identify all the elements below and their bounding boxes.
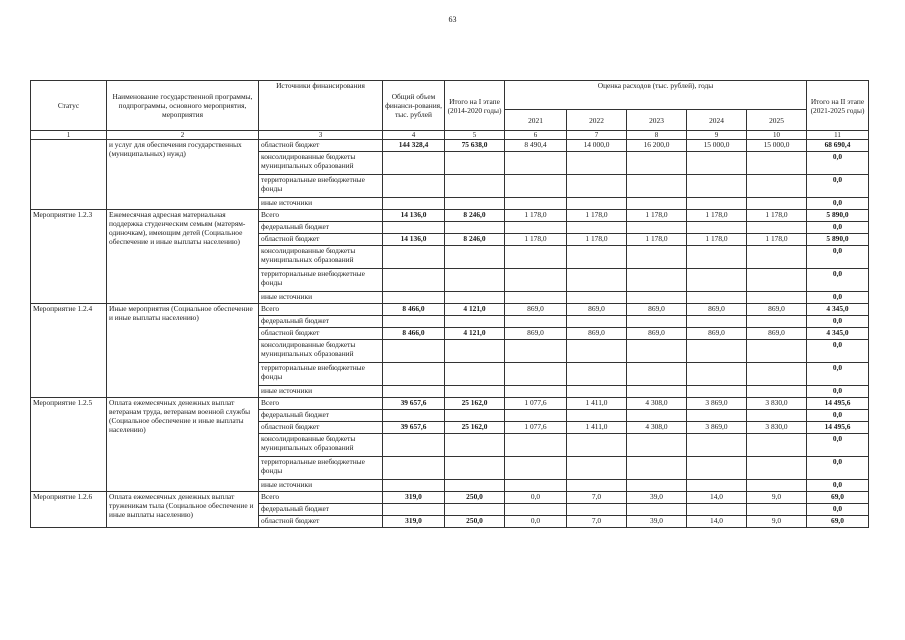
cell-y2023 [627, 363, 687, 386]
cell-stage2: 0,0 [807, 410, 869, 422]
cell-y2021: 1 178,0 [505, 234, 567, 246]
header-year: 2024 [687, 110, 747, 131]
cell-total: 39 657,6 [383, 422, 445, 434]
cell-stage1 [445, 457, 505, 480]
column-number: 9 [687, 131, 747, 140]
cell-stage1 [445, 363, 505, 386]
cell-y2021: 1 178,0 [505, 210, 567, 222]
cell-y2023: 869,0 [627, 328, 687, 340]
row-source: областной бюджет [259, 140, 383, 152]
cell-y2021 [505, 198, 567, 210]
cell-y2022: 1 178,0 [567, 210, 627, 222]
cell-y2022 [567, 363, 627, 386]
cell-y2023 [627, 198, 687, 210]
cell-stage2: 4 345,0 [807, 304, 869, 316]
column-number: 3 [259, 131, 383, 140]
cell-stage1 [445, 152, 505, 175]
cell-y2021 [505, 504, 567, 516]
header-year: 2021 [505, 110, 567, 131]
cell-y2022 [567, 457, 627, 480]
cell-stage1 [445, 480, 505, 492]
cell-y2021: 0,0 [505, 516, 567, 528]
table-row [31, 398, 869, 410]
cell-y2025 [747, 316, 807, 328]
cell-y2024: 3 869,0 [687, 398, 747, 410]
cell-stage2: 68 690,4 [807, 140, 869, 152]
cell-y2022 [567, 198, 627, 210]
row-source: федеральный бюджет [259, 222, 383, 234]
cell-y2021 [505, 410, 567, 422]
table-row [31, 140, 869, 152]
cell-stage1 [445, 316, 505, 328]
row-source: консолидированные бюджеты муниципальных образований [259, 340, 383, 363]
header-year: 2023 [627, 110, 687, 131]
cell-y2022 [567, 316, 627, 328]
cell-y2024: 14,0 [687, 516, 747, 528]
cell-total: 8 466,0 [383, 304, 445, 316]
cell-y2025: 3 830,0 [747, 422, 807, 434]
header-sources: Источники финансирования [259, 81, 383, 131]
cell-stage1 [445, 198, 505, 210]
cell-y2022: 1 411,0 [567, 398, 627, 410]
cell-y2024 [687, 246, 747, 269]
cell-y2021 [505, 434, 567, 457]
header-name: Наименование государственной программы, подпрограммы, основного мероприятия, мероприятия [107, 81, 259, 131]
cell-y2024 [687, 340, 747, 363]
row-source: Всего [259, 210, 383, 222]
column-number: 6 [505, 131, 567, 140]
cell-y2023: 4 308,0 [627, 398, 687, 410]
cell-y2022: 1 178,0 [567, 234, 627, 246]
cell-y2021 [505, 363, 567, 386]
cell-stage1 [445, 340, 505, 363]
row-source: иные источники [259, 198, 383, 210]
cell-total [383, 504, 445, 516]
cell-stage2: 0,0 [807, 198, 869, 210]
cell-y2025 [747, 457, 807, 480]
cell-y2022 [567, 504, 627, 516]
cell-y2023 [627, 222, 687, 234]
cell-y2023 [627, 410, 687, 422]
row-source: областной бюджет [259, 328, 383, 340]
column-number: 8 [627, 131, 687, 140]
cell-y2023 [627, 457, 687, 480]
cell-y2023: 1 178,0 [627, 234, 687, 246]
cell-stage2: 0,0 [807, 363, 869, 386]
budget-table [30, 80, 869, 528]
cell-total [383, 222, 445, 234]
cell-stage2: 0,0 [807, 269, 869, 292]
cell-stage1 [445, 386, 505, 398]
cell-y2023 [627, 152, 687, 175]
cell-y2024 [687, 292, 747, 304]
row-measure-name: Оплата ежемесячных денежных выплат труженикам тыла (Социальное обеспечение и иные выплаты населению) [107, 492, 259, 528]
cell-y2022 [567, 222, 627, 234]
cell-y2021 [505, 152, 567, 175]
cell-y2022: 7,0 [567, 492, 627, 504]
row-source: консолидированные бюджеты муниципальных образований [259, 434, 383, 457]
cell-y2022 [567, 410, 627, 422]
cell-y2021 [505, 246, 567, 269]
row-source: федеральный бюджет [259, 504, 383, 516]
row-source: федеральный бюджет [259, 316, 383, 328]
row-source: иные источники [259, 480, 383, 492]
cell-y2022 [567, 269, 627, 292]
cell-stage2: 69,0 [807, 516, 869, 528]
cell-y2025 [747, 175, 807, 198]
cell-y2023: 39,0 [627, 492, 687, 504]
cell-y2024: 3 869,0 [687, 422, 747, 434]
column-number: 7 [567, 131, 627, 140]
row-status [31, 140, 107, 210]
cell-y2023: 16 200,0 [627, 140, 687, 152]
cell-y2022: 869,0 [567, 328, 627, 340]
cell-y2023 [627, 316, 687, 328]
cell-stage2: 5 890,0 [807, 210, 869, 222]
cell-y2023 [627, 340, 687, 363]
cell-y2022 [567, 340, 627, 363]
cell-y2024: 869,0 [687, 328, 747, 340]
cell-stage2: 0,0 [807, 504, 869, 516]
cell-y2024 [687, 152, 747, 175]
cell-y2022 [567, 175, 627, 198]
cell-y2025 [747, 410, 807, 422]
cell-y2023: 1 178,0 [627, 210, 687, 222]
row-status: Мероприятие 1.2.6 [31, 492, 107, 528]
row-source: Всего [259, 398, 383, 410]
cell-stage1: 75 638,0 [445, 140, 505, 152]
cell-y2025 [747, 386, 807, 398]
cell-stage1 [445, 292, 505, 304]
row-source: Всего [259, 304, 383, 316]
cell-y2022: 869,0 [567, 304, 627, 316]
cell-y2024: 15 000,0 [687, 140, 747, 152]
cell-y2024: 869,0 [687, 304, 747, 316]
cell-total: 39 657,6 [383, 398, 445, 410]
header-status: Статус [31, 81, 107, 131]
cell-stage1 [445, 504, 505, 516]
row-status: Мероприятие 1.2.3 [31, 210, 107, 304]
cell-y2025 [747, 246, 807, 269]
row-source: иные источники [259, 386, 383, 398]
cell-total [383, 434, 445, 457]
cell-stage1 [445, 269, 505, 292]
table-row [31, 304, 869, 316]
cell-total: 319,0 [383, 516, 445, 528]
cell-y2022: 14 000,0 [567, 140, 627, 152]
cell-y2025: 15 000,0 [747, 140, 807, 152]
cell-y2021: 869,0 [505, 304, 567, 316]
cell-y2022 [567, 480, 627, 492]
cell-y2021 [505, 386, 567, 398]
cell-y2024 [687, 316, 747, 328]
cell-stage1 [445, 222, 505, 234]
row-measure-name: и услуг для обеспечения государственных (муниципальных) нужд) [107, 140, 259, 210]
cell-y2024 [687, 386, 747, 398]
cell-total [383, 292, 445, 304]
cell-total [383, 410, 445, 422]
cell-stage2: 0,0 [807, 386, 869, 398]
row-source: территориальные внебюджетные фонды [259, 269, 383, 292]
cell-total [383, 198, 445, 210]
cell-y2023: 39,0 [627, 516, 687, 528]
cell-stage1: 4 121,0 [445, 328, 505, 340]
cell-y2022: 7,0 [567, 516, 627, 528]
column-number: 4 [383, 131, 445, 140]
cell-y2024 [687, 222, 747, 234]
cell-y2022 [567, 292, 627, 304]
cell-stage1: 250,0 [445, 492, 505, 504]
cell-total: 14 136,0 [383, 234, 445, 246]
cell-y2023 [627, 386, 687, 398]
cell-total [383, 386, 445, 398]
page-number: 63 [448, 15, 457, 24]
cell-y2025 [747, 292, 807, 304]
cell-y2024 [687, 198, 747, 210]
row-source: иные источники [259, 292, 383, 304]
cell-y2021: 869,0 [505, 328, 567, 340]
cell-y2025 [747, 152, 807, 175]
cell-y2021 [505, 222, 567, 234]
cell-y2025 [747, 363, 807, 386]
cell-y2021: 8 490,4 [505, 140, 567, 152]
cell-total: 14 136,0 [383, 210, 445, 222]
row-source: территориальные внебюджетные фонды [259, 363, 383, 386]
cell-y2024 [687, 457, 747, 480]
cell-stage2: 5 890,0 [807, 234, 869, 246]
row-measure-name: Оплата ежемесячных денежных выплат ветеранам труда, ветеранам военной службы (Социальное обеспечение и иные выплаты населению) [107, 398, 259, 492]
row-measure-name: Иные мероприятия (Социальное обеспечение и иные выплаты населению) [107, 304, 259, 398]
cell-total: 8 466,0 [383, 328, 445, 340]
cell-stage1 [445, 175, 505, 198]
cell-stage2: 0,0 [807, 316, 869, 328]
cell-y2021: 1 077,6 [505, 398, 567, 410]
cell-y2021 [505, 175, 567, 198]
cell-y2022 [567, 152, 627, 175]
cell-stage2: 4 345,0 [807, 328, 869, 340]
cell-total [383, 246, 445, 269]
cell-total: 319,0 [383, 492, 445, 504]
cell-total [383, 175, 445, 198]
cell-y2023 [627, 504, 687, 516]
cell-stage2: 0,0 [807, 480, 869, 492]
cell-y2024: 1 178,0 [687, 234, 747, 246]
cell-stage1: 8 246,0 [445, 234, 505, 246]
cell-y2022 [567, 434, 627, 457]
cell-y2024 [687, 504, 747, 516]
cell-y2021 [505, 480, 567, 492]
cell-y2025 [747, 222, 807, 234]
cell-y2025 [747, 480, 807, 492]
cell-y2025 [747, 198, 807, 210]
cell-total [383, 152, 445, 175]
cell-stage1 [445, 410, 505, 422]
cell-y2023 [627, 480, 687, 492]
cell-y2023: 869,0 [627, 304, 687, 316]
cell-y2023: 4 308,0 [627, 422, 687, 434]
cell-y2024 [687, 175, 747, 198]
cell-y2025: 3 830,0 [747, 398, 807, 410]
cell-y2021 [505, 316, 567, 328]
table-row [31, 492, 869, 504]
row-source: областной бюджет [259, 422, 383, 434]
cell-y2021: 0,0 [505, 492, 567, 504]
cell-y2024 [687, 410, 747, 422]
row-source: консолидированные бюджеты муниципальных образований [259, 246, 383, 269]
cell-stage2: 0,0 [807, 457, 869, 480]
cell-y2025 [747, 269, 807, 292]
header-estimate: Оценка расходов (тыс. рублей), годы [505, 81, 807, 110]
cell-total [383, 340, 445, 363]
cell-stage1: 4 121,0 [445, 304, 505, 316]
cell-y2023 [627, 434, 687, 457]
cell-stage1 [445, 434, 505, 457]
cell-y2025: 869,0 [747, 304, 807, 316]
cell-stage1: 8 246,0 [445, 210, 505, 222]
cell-y2022 [567, 246, 627, 269]
cell-y2025 [747, 504, 807, 516]
cell-y2024: 14,0 [687, 492, 747, 504]
cell-y2024 [687, 269, 747, 292]
cell-y2021 [505, 269, 567, 292]
row-source: областной бюджет [259, 234, 383, 246]
column-number: 2 [107, 131, 259, 140]
cell-total [383, 363, 445, 386]
table-row [31, 210, 869, 222]
cell-y2023 [627, 269, 687, 292]
cell-y2022 [567, 386, 627, 398]
cell-stage1: 25 162,0 [445, 398, 505, 410]
cell-stage2: 14 495,6 [807, 422, 869, 434]
cell-y2025: 1 178,0 [747, 210, 807, 222]
cell-y2024: 1 178,0 [687, 210, 747, 222]
cell-stage2: 14 495,6 [807, 398, 869, 410]
cell-y2025: 9,0 [747, 516, 807, 528]
row-status: Мероприятие 1.2.5 [31, 398, 107, 492]
row-source: консолидированные бюджеты муниципальных образований [259, 152, 383, 175]
cell-y2024 [687, 434, 747, 457]
row-measure-name: Ежемесячная адресная материальная поддержка студенческим семьям (матерям-одиночкам), имеющим детей (Социальное обеспечение и иные выплаты населению) [107, 210, 259, 304]
cell-y2023 [627, 246, 687, 269]
cell-stage2: 0,0 [807, 246, 869, 269]
cell-total: 144 328,4 [383, 140, 445, 152]
cell-y2022: 1 411,0 [567, 422, 627, 434]
cell-y2025: 869,0 [747, 328, 807, 340]
header-stage2: Итого на II этапе (2021-2025 годы) [807, 81, 869, 131]
row-source: федеральный бюджет [259, 410, 383, 422]
header-year: 2025 [747, 110, 807, 131]
row-source: Всего [259, 492, 383, 504]
cell-stage1: 25 162,0 [445, 422, 505, 434]
cell-stage2: 0,0 [807, 152, 869, 175]
cell-y2025: 1 178,0 [747, 234, 807, 246]
header-stage1: Итого на I этапе (2014-2020 годы) [445, 81, 505, 131]
cell-y2021 [505, 457, 567, 480]
cell-stage2: 0,0 [807, 434, 869, 457]
cell-total [383, 457, 445, 480]
cell-stage2: 0,0 [807, 292, 869, 304]
cell-y2023 [627, 292, 687, 304]
cell-y2023 [627, 175, 687, 198]
cell-stage1 [445, 246, 505, 269]
column-number: 5 [445, 131, 505, 140]
cell-y2024 [687, 363, 747, 386]
cell-y2025 [747, 340, 807, 363]
cell-y2021 [505, 340, 567, 363]
header-total: Общий объем финанси-рования, тыс. рублей [383, 81, 445, 131]
cell-y2025: 9,0 [747, 492, 807, 504]
cell-stage2: 0,0 [807, 340, 869, 363]
cell-y2021: 1 077,6 [505, 422, 567, 434]
column-number: 1 [31, 131, 107, 140]
cell-total [383, 480, 445, 492]
cell-y2021 [505, 292, 567, 304]
cell-total [383, 269, 445, 292]
row-source: областной бюджет [259, 516, 383, 528]
cell-stage1: 250,0 [445, 516, 505, 528]
cell-y2024 [687, 480, 747, 492]
row-source: территориальные внебюджетные фонды [259, 457, 383, 480]
cell-stage2: 69,0 [807, 492, 869, 504]
row-source: территориальные внебюджетные фонды [259, 175, 383, 198]
header-year: 2022 [567, 110, 627, 131]
cell-stage2: 0,0 [807, 222, 869, 234]
column-number: 10 [747, 131, 807, 140]
column-number: 11 [807, 131, 869, 140]
cell-stage2: 0,0 [807, 175, 869, 198]
cell-y2025 [747, 434, 807, 457]
cell-total [383, 316, 445, 328]
row-status: Мероприятие 1.2.4 [31, 304, 107, 398]
